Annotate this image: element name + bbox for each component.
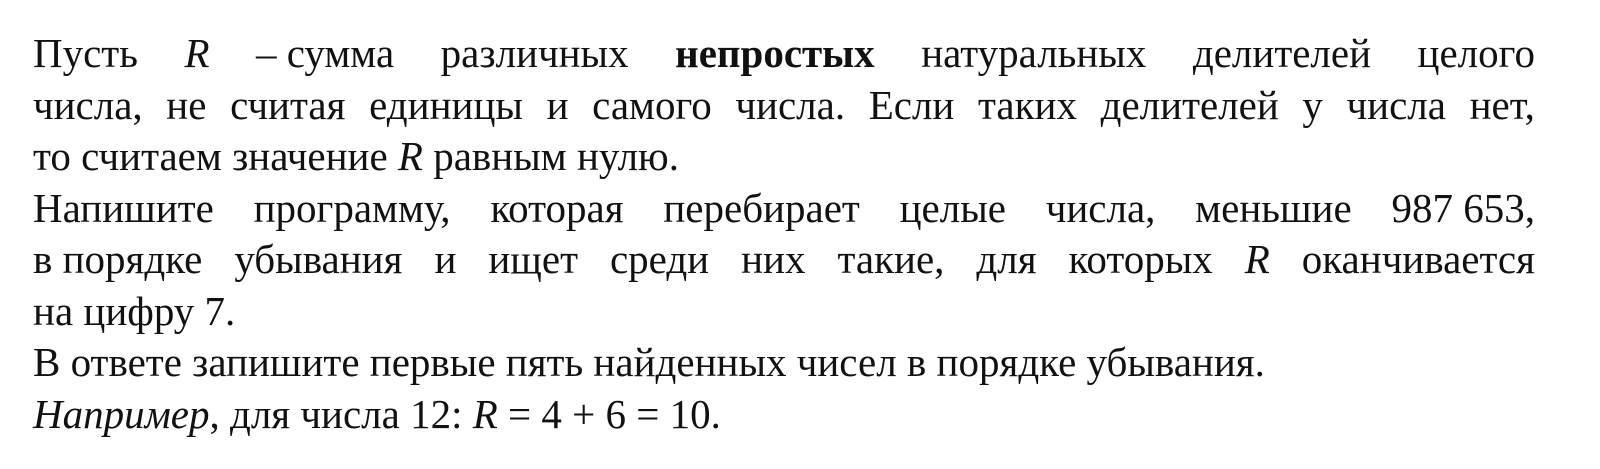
definition-line-2 xyxy=(33,80,1535,132)
word: целые xyxy=(899,184,1006,231)
task-line-1 xyxy=(33,183,1535,235)
word: у xyxy=(1302,81,1323,128)
word: меньшие xyxy=(1195,184,1352,231)
task-text xyxy=(33,28,1535,440)
word: в порядке xyxy=(33,236,203,282)
word: натуральных xyxy=(921,30,1147,76)
bold-keyword: непростых xyxy=(675,30,875,76)
task-line-2 xyxy=(33,234,1535,286)
text-segment: = 4 + 6 = 10. xyxy=(497,390,721,437)
word: различных xyxy=(440,30,629,76)
word: среди xyxy=(609,236,710,282)
word: числа. xyxy=(735,81,846,128)
word: числа xyxy=(1346,81,1446,128)
word: таких xyxy=(978,81,1077,128)
word: числа, xyxy=(1045,184,1156,231)
word: числа, xyxy=(33,81,143,128)
word: перебирает xyxy=(663,184,860,231)
word: которая xyxy=(490,184,624,231)
word: них xyxy=(741,236,806,282)
word: и xyxy=(546,81,569,128)
number-limit: 987 653, xyxy=(1391,184,1535,231)
variable-r: R xyxy=(184,30,210,76)
word: не xyxy=(166,81,207,128)
word: Пусть xyxy=(33,30,138,76)
task-line-3 xyxy=(33,286,1535,338)
word: делителей xyxy=(1192,30,1372,76)
text-segment: , для числа 12: xyxy=(209,390,473,437)
word: Напишите xyxy=(33,184,214,231)
definition-line-1 xyxy=(33,28,1535,80)
word: делителей xyxy=(1100,81,1279,128)
variable-r: R xyxy=(397,133,423,179)
word: нет, xyxy=(1469,81,1535,128)
word: оканчивается xyxy=(1301,236,1535,282)
variable-r: R xyxy=(1244,236,1270,282)
text-segment: на цифру 7. xyxy=(33,287,236,334)
example-line xyxy=(33,389,1535,441)
word: ищет xyxy=(488,236,578,282)
word: самого xyxy=(592,81,712,128)
word: считая xyxy=(230,81,346,128)
text-segment: равным нулю. xyxy=(422,133,679,179)
word: такие, xyxy=(837,236,945,282)
word: для xyxy=(976,236,1037,282)
word: программу, xyxy=(253,184,451,231)
example-label: Например xyxy=(33,390,210,437)
word: и xyxy=(434,236,457,282)
word: – сумма xyxy=(255,30,395,76)
word: единицы xyxy=(369,81,523,128)
word: которых xyxy=(1068,236,1213,282)
answer-instruction xyxy=(33,337,1535,389)
variable-r: R xyxy=(472,390,498,437)
word: убывания xyxy=(234,236,403,282)
word: Если xyxy=(868,81,955,128)
text-segment: В ответе запишите первые пять найденных чисел в порядке убывания. xyxy=(33,339,1265,385)
word: целого xyxy=(1417,30,1535,76)
definition-line-3 xyxy=(33,131,1535,183)
text-segment: то считаем значение xyxy=(33,133,398,179)
